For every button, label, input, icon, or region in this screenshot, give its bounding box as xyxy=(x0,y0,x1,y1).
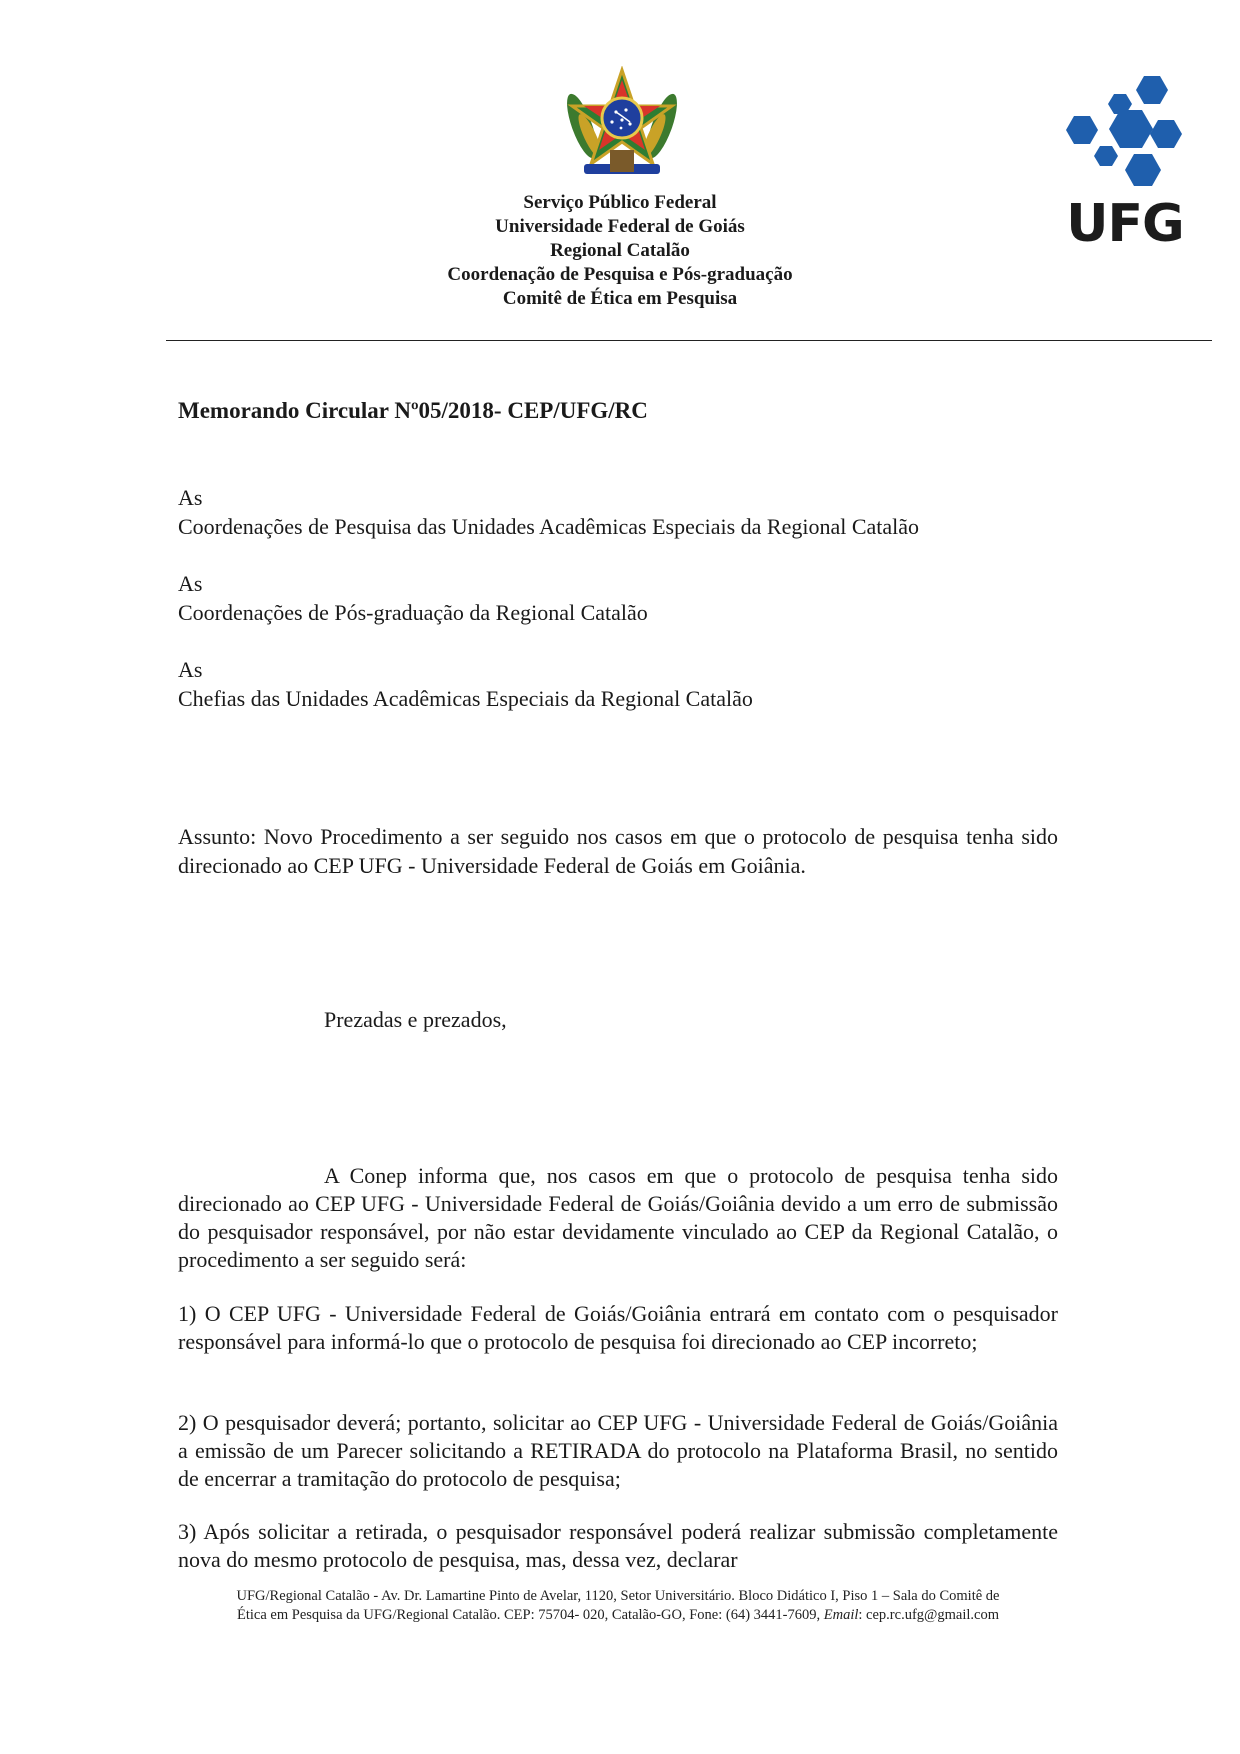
ufg-logo xyxy=(1060,76,1190,256)
recipient-name: Chefias das Unidades Acadêmicas Especiais da Regional Catalão xyxy=(178,686,753,711)
ufg-logo-text: UFG xyxy=(1066,194,1184,254)
page-footer xyxy=(178,1587,1058,1625)
footer-contact-text: Ética em Pesquisa da UFG/Regional Catalão. CEP: 75704- 020, Catalão-GO, Fone: (64) 3441-7609, xyxy=(237,1607,824,1623)
recipient-prefix: As xyxy=(178,485,203,510)
header-line-university: Universidade Federal de Goiás xyxy=(495,216,745,237)
ufg-hexagon-icon xyxy=(1060,76,1190,196)
recipient-block xyxy=(178,569,648,627)
recipient-block xyxy=(178,655,753,713)
memo-greeting: Prezadas e prezados, xyxy=(324,1007,507,1032)
body-paragraph: 2) O pesquisador deverá; portanto, solicitar ao CEP UFG - Universidade Federal de Goiás/Goiânia a emissão de um Parecer solicitando a RETIRADA do protocolo na Plataforma Brasil, no sentido de encerrar a tramitação do protocolo de pesquisa; xyxy=(178,1410,1058,1491)
memo-subject: Assunto: Novo Procedimento a ser seguido nos casos em que o protocolo de pesquisa tenha sido direcionado ao CEP UFG - Universidade Federal de Goiás em Goiânia. xyxy=(178,824,1058,878)
body-paragraph: 1) O CEP UFG - Universidade Federal de Goiás/Goiânia entrará em contato com o pesquisador responsável para informá-lo que o protocolo de pesquisa foi direcionado ao CEP incorreto; xyxy=(178,1301,1058,1354)
recipient-block xyxy=(178,483,919,541)
header-institution xyxy=(330,191,910,311)
footer-email-label: Email xyxy=(823,1607,859,1623)
body-paragraph: 3) Após solicitar a retirada, o pesquisador responsável poderá realizar submissão completamente nova do mesmo protocolo de pesquisa, mas, dessa vez, declarar xyxy=(178,1519,1058,1572)
recipient-name: Coordenações de Pós-graduação da Regional Catalão xyxy=(178,600,648,625)
header-line-service: Serviço Público Federal xyxy=(523,192,717,213)
recipient-prefix: As xyxy=(178,657,203,682)
footer-address-line: UFG/Regional Catalão - Av. Dr. Lamartine Pinto de Avelar, 1120, Setor Universitário. Bloco Didático I, Piso 1 – Sala do Comitê de xyxy=(236,1588,1000,1604)
recipient-name: Coordenações de Pesquisa das Unidades Acadêmicas Especiais da Regional Catalão xyxy=(178,514,920,539)
memo-title: Memorando Circular Nº05/2018- CEP/UFG/RC xyxy=(178,398,648,423)
header-divider xyxy=(166,340,1212,341)
coat-of-arms-icon xyxy=(566,66,678,186)
footer-email-text: : cep.rc.ufg@gmail.com xyxy=(858,1607,999,1623)
header-line-coordination: Coordenação de Pesquisa e Pós-graduação xyxy=(447,264,793,285)
footer-contact-line xyxy=(178,1606,1058,1625)
header-line-regional: Regional Catalão xyxy=(550,240,690,261)
header-line-committee: Comitê de Ética em Pesquisa xyxy=(502,288,738,309)
body-paragraph: A Conep informa que, nos casos em que o protocolo de pesquisa tenha sido direcionado ao CEP UFG - Universidade Federal de Goiás/Goiânia devido a um erro de submissão do pesquisador responsável, por não estar devidamente vinculado ao CEP da Regional Catalão, o procedimento a ser seguido será: xyxy=(178,1163,1058,1272)
recipient-prefix: As xyxy=(178,571,203,596)
